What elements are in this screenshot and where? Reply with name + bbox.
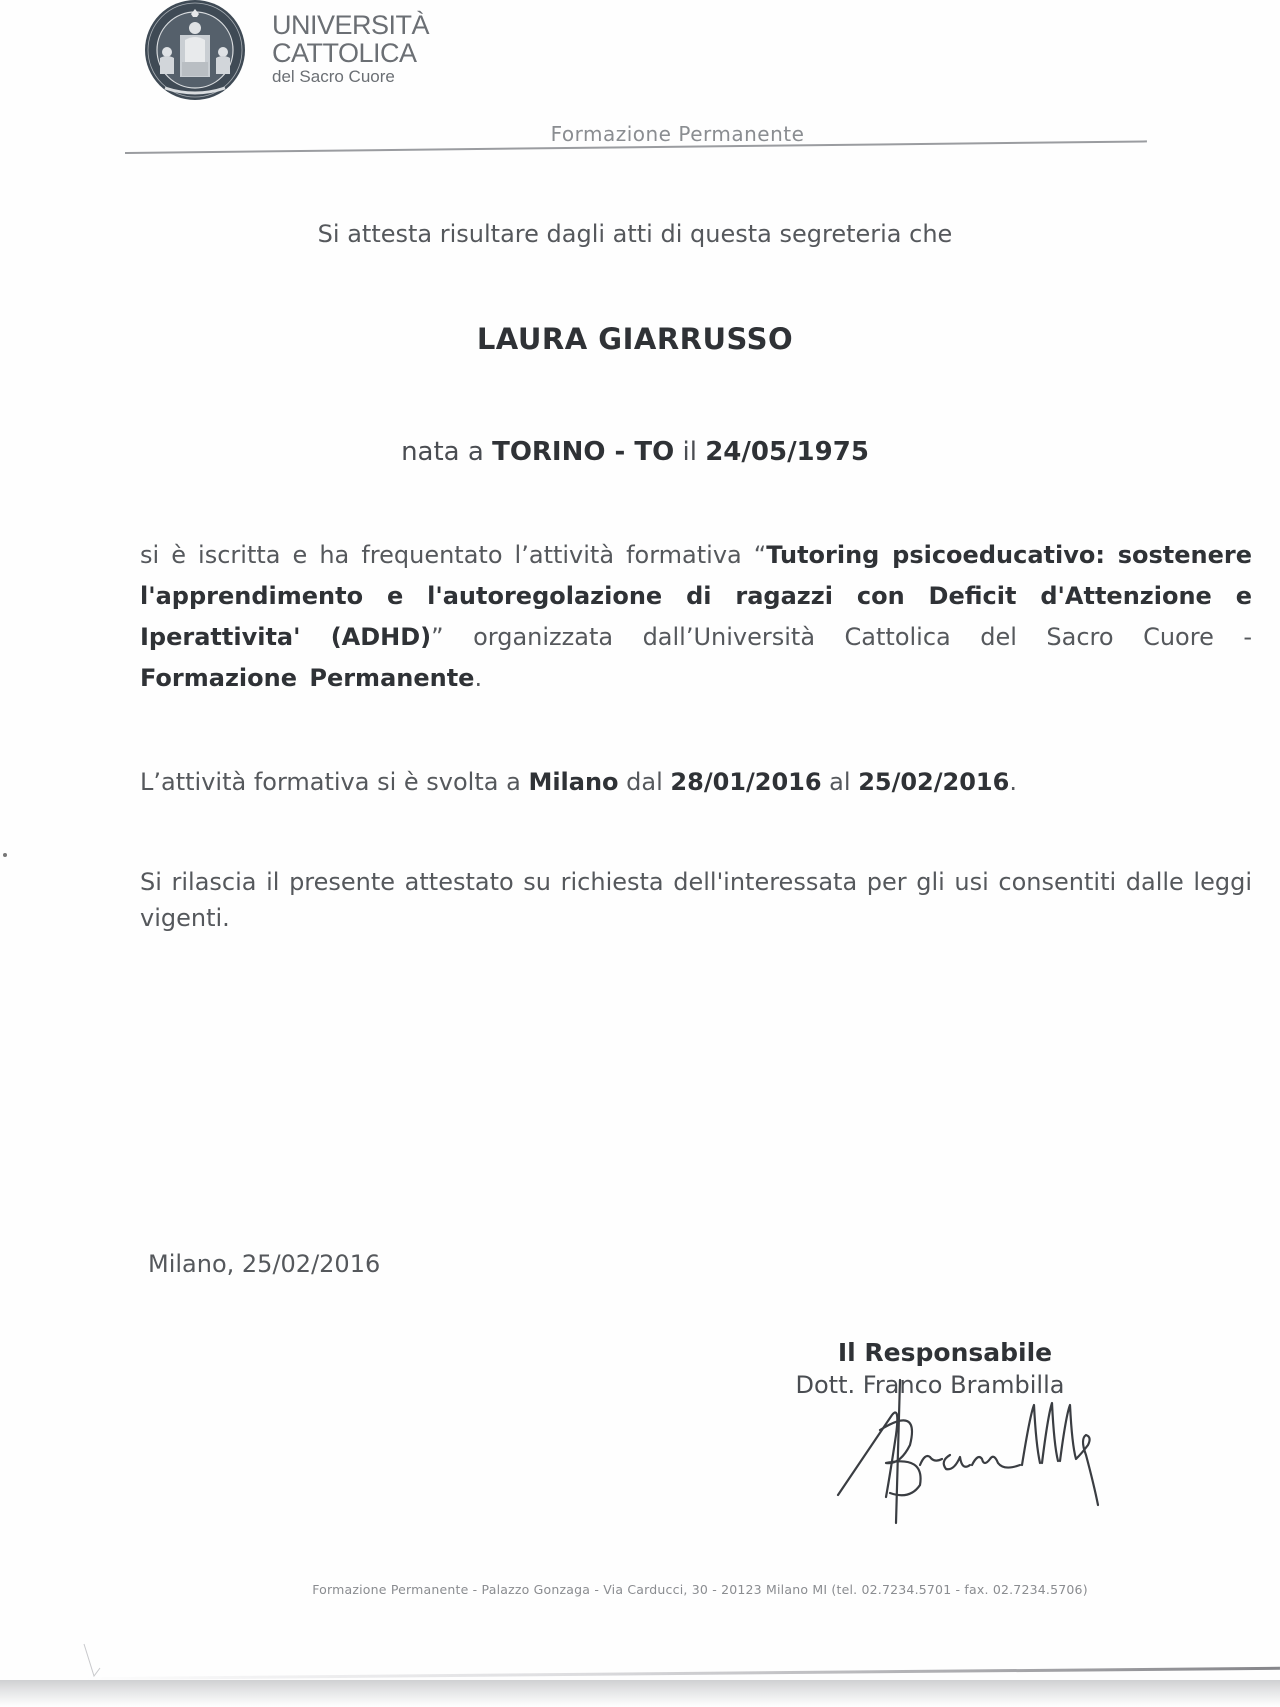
enrollment-text-before: si è iscritta e ha frequentato l’attività formativa “: [140, 541, 767, 569]
footer-address: Formazione Permanente - Palazzo Gonzaga - Via Carducci, 30 - 20123 Milano MI (tel. 02.7234.5701 - fax. 02.7234.5706): [312, 1582, 1088, 1597]
course-title: Tutoring psicoeducativo: sostenere l'apprendimento e l'autoregolazione di ragazzi con Deficit d'Attenzione e Iperattivita' (ADHD): [140, 541, 1253, 651]
university-name-line2: CATTOLICA: [272, 38, 417, 68]
enrollment-end: .: [474, 664, 483, 692]
period-from-label: dal: [618, 768, 671, 796]
university-seal-icon: [135, 0, 255, 105]
recipient-name: LAURA GIARRUSSO: [476, 322, 794, 356]
period-end-date: 25/02/2016: [858, 768, 1010, 796]
period-start-date: 28/01/2016: [670, 768, 822, 796]
birth-date: 24/05/1975: [705, 437, 869, 467]
period-text-before: L’attività formativa si è svolta a: [140, 768, 529, 796]
scan-artifact-dot: [3, 853, 7, 857]
birth-prefix: nata a: [401, 437, 493, 467]
certificate-intro: Si attesta risultare dagli atti di questa segreteria che: [317, 220, 953, 248]
university-name: [272, 12, 429, 85]
signatory-name: Dott. Franco Brambilla: [795, 1371, 1065, 1399]
period-city: Milano: [528, 768, 619, 796]
university-name-line3: del Sacro Cuore: [272, 67, 395, 86]
scan-artifact-mark: [80, 1640, 120, 1680]
period-to-label: al: [821, 768, 859, 796]
university-name-line1: UNIVERSITÀ: [272, 10, 430, 40]
place-and-date: Milano, 25/02/2016: [148, 1250, 381, 1278]
enrollment-text-after: ” organizzata dall’Università Cattolica del Sacro Cuore -: [431, 623, 1253, 651]
issuance-paragraph: Si rilascia il presente attestato su richiesta dell'interessata per gli usi consentiti dalle leggi vigenti.: [140, 868, 1252, 932]
department-title: Formazione Permanente: [550, 122, 805, 146]
signature-icon: [830, 1375, 1120, 1525]
birth-details: [0, 437, 1270, 467]
period-end: .: [1009, 768, 1017, 796]
birth-place: TORINO - TO: [492, 437, 675, 467]
signatory-title: Il Responsabile: [837, 1338, 1053, 1367]
period-paragraph: [140, 762, 1252, 803]
scanner-bottom-band: [0, 1680, 1280, 1707]
organizer: Formazione Permanente: [140, 664, 475, 692]
enrollment-paragraph: [140, 535, 1252, 699]
birth-connector: il: [674, 437, 706, 467]
